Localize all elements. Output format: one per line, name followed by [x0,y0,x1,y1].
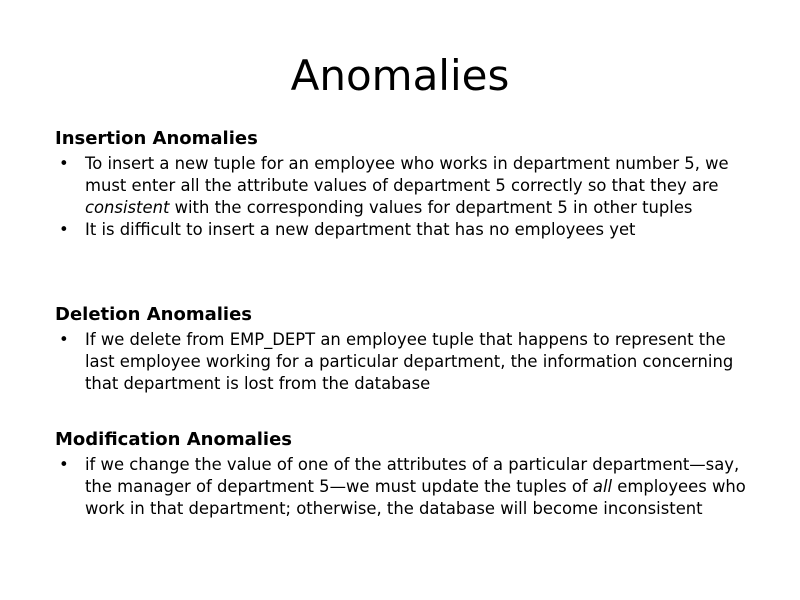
bullet-text-part: To insert a new tuple for an employee who works in department number 5, we must enter all the attribute values of department 5 correctly so that they are [85,154,729,195]
deletion-anomalies-heading: Deletion Anomalies [55,304,253,325]
list-item [55,153,755,219]
bullet-text-part: if we change the value of one of the attributes of a particular department—say, the manager of department 5—we must update the tuples of [85,455,740,496]
list-item [55,219,755,241]
bullet-text: It is difficult to insert a new department that has no employees yet [85,220,636,239]
bullet-text-part: with the corresponding values for department 5 in other tuples [169,198,693,217]
deletion-anomalies-list [55,329,755,395]
bullet-text-part: employees who work in that department; otherwise, the database will become inconsistent [85,477,746,518]
list-item [55,454,755,520]
insertion-anomalies-list [55,153,755,241]
emphasis-text: all [592,477,613,496]
bullet-icon: • [59,455,69,474]
bullet-icon: • [59,220,69,239]
bullet-text: If we delete from EMP_DEPT an employee tuple that happens to represent the last employee working for a particular department, the information concerning that department is lost from the database [85,330,734,393]
modification-anomalies-section [55,429,755,520]
modification-anomalies-heading: Modification Anomalies [55,429,292,450]
bullet-icon: • [59,330,69,349]
list-item [55,329,755,395]
bullet-icon: • [59,154,69,173]
slide-title: Anomalies [290,51,510,100]
emphasis-text: consistent [85,198,170,217]
insertion-anomalies-section [55,128,755,241]
modification-anomalies-list [55,454,755,520]
insertion-anomalies-heading: Insertion Anomalies [55,128,258,149]
deletion-anomalies-section [55,304,755,395]
